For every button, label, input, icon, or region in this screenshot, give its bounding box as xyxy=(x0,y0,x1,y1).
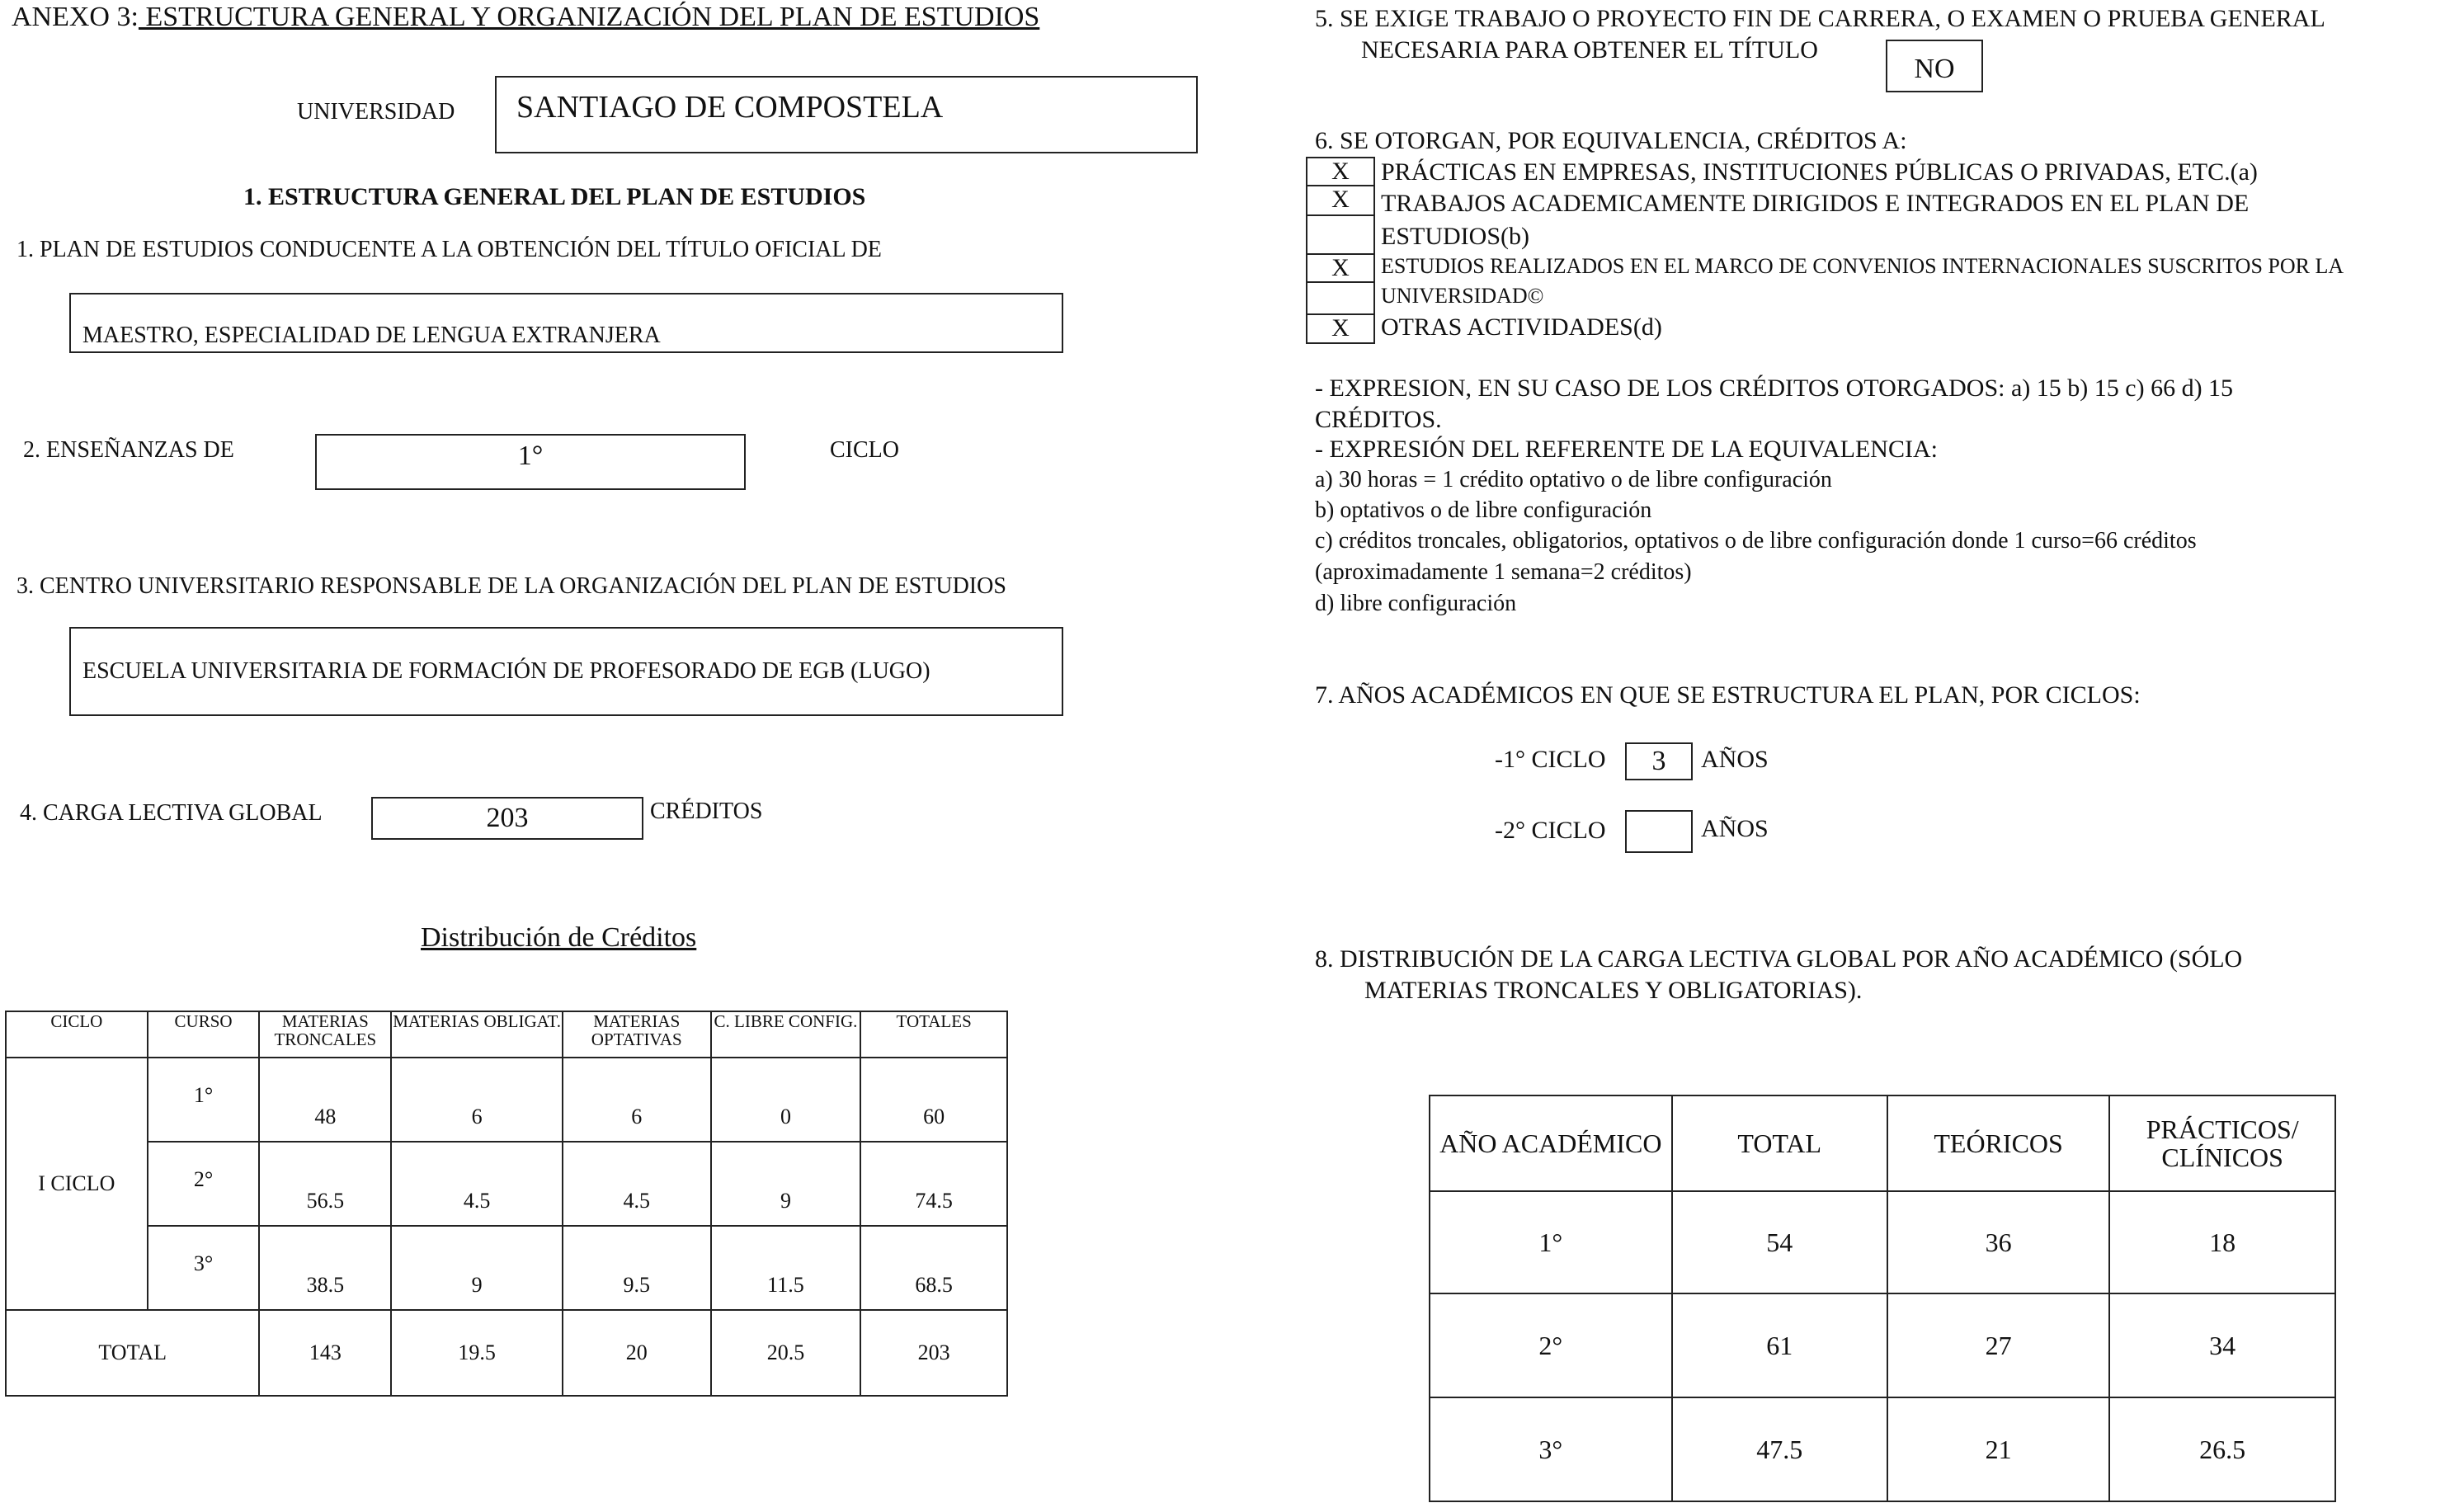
equivalence-c-2: (aproximadamente 1 semana=2 créditos) xyxy=(1315,559,1692,585)
totales-cell: 74.5 xyxy=(860,1142,1007,1226)
annex-prefix: ANEXO 3: xyxy=(12,2,139,32)
table-row xyxy=(6,1226,1007,1310)
credit-distribution-table xyxy=(5,1011,1008,1397)
global-load-field xyxy=(371,797,643,840)
checkbox-d[interactable] xyxy=(1306,313,1375,344)
table-row xyxy=(1430,1397,2335,1501)
optativas-cell: 6 xyxy=(563,1058,711,1142)
cycle2-years-unit: AÑOS xyxy=(1701,815,1769,842)
credits-expression: - EXPRESION, EN SU CASO DE LOS CRÉDITOS OTORGADOS: a) 15 b) 15 c) 66 d) 15 xyxy=(1315,375,2234,402)
total-libre-cell: 20.5 xyxy=(711,1310,861,1396)
option-a-text: PRÁCTICAS EN EMPRESAS, INSTITUCIONES PÚBLICAS O PRIVADAS, ETC.(a) xyxy=(1381,158,2258,186)
teoricos-cell: 36 xyxy=(1887,1191,2110,1293)
cycle1-years-field xyxy=(1625,742,1693,780)
total-cell: 54 xyxy=(1672,1191,1887,1293)
university-value: SANTIAGO DE COMPOSTELA xyxy=(516,90,944,125)
check-mark: X xyxy=(1331,254,1350,281)
cycle-field xyxy=(315,434,746,490)
obligat-cell: 6 xyxy=(391,1058,563,1142)
cycle1-years-value: 3 xyxy=(1651,746,1666,776)
curso-cell: 2° xyxy=(148,1142,260,1226)
credits-expression-2: CRÉDITOS. xyxy=(1315,406,1442,433)
checkbox-c[interactable] xyxy=(1306,253,1375,283)
table-total-row xyxy=(6,1310,1007,1396)
totales-cell: 68.5 xyxy=(860,1226,1007,1310)
global-load-value: 203 xyxy=(486,803,529,833)
degree-title-field xyxy=(69,293,1063,353)
option-b-text-2: ESTUDIOS(b) xyxy=(1381,223,1529,250)
practicos-cell: 26.5 xyxy=(2109,1397,2335,1501)
table-row xyxy=(1430,1293,2335,1397)
item2-suffix: CICLO xyxy=(830,437,899,463)
section5-line1: 5. SE EXIGE TRABAJO O PROYECTO FIN DE CARRERA, O EXAMEN O PRUEBA GENERAL xyxy=(1315,5,2325,32)
troncales-cell: 48 xyxy=(259,1058,391,1142)
header-cell: C. LIBRE CONFIG. xyxy=(711,1011,861,1058)
cycle1-years-unit: AÑOS xyxy=(1701,746,1769,773)
final-project-value: NO xyxy=(1914,54,1955,84)
section7-title: 7. AÑOS ACADÉMICOS EN QUE SE ESTRUCTURA EL PLAN, POR CICLOS: xyxy=(1315,681,2141,709)
option-c-text: ESTUDIOS REALIZADOS EN EL MARCO DE CONVENIOS INTERNACIONALES SUSCRITOS POR LA xyxy=(1381,254,2344,278)
troncales-cell: 56.5 xyxy=(259,1142,391,1226)
section1-title: 1. ESTRUCTURA GENERAL DEL PLAN DE ESTUDIOS xyxy=(243,183,866,210)
section6-title: 6. SE OTORGAN, POR EQUIVALENCIA, CRÉDITOS A: xyxy=(1315,127,1907,154)
distribution-title: Distribución de Créditos xyxy=(421,922,697,953)
total-optativas-cell: 20 xyxy=(563,1310,711,1396)
header-cell xyxy=(2109,1095,2335,1191)
header-practicos: PRÁCTICOS/ xyxy=(2146,1114,2299,1144)
teoricos-cell: 21 xyxy=(1887,1397,2110,1501)
teoricos-cell: 27 xyxy=(1887,1293,2110,1397)
header-cell: CICLO xyxy=(6,1011,148,1058)
year-cell: 3° xyxy=(1430,1397,1672,1501)
header-cell: TOTALES xyxy=(860,1011,1007,1058)
section8-line1: 8. DISTRIBUCIÓN DE LA CARGA LECTIVA GLOBAL POR AÑO ACADÉMICO (SÓLO xyxy=(1315,945,2243,973)
header-cell: MATERIAS OPTATIVAS xyxy=(563,1011,711,1058)
total-totales-cell: 203 xyxy=(860,1310,1007,1396)
university-field xyxy=(495,76,1198,153)
final-project-field xyxy=(1886,40,1983,92)
cycle1-label: -1° CICLO xyxy=(1495,746,1606,773)
curso-cell: 3° xyxy=(148,1226,260,1310)
curso-cell: 1° xyxy=(148,1058,260,1142)
table-header-row xyxy=(1430,1095,2335,1191)
total-label-cell: TOTAL xyxy=(6,1310,259,1396)
cycle2-years-field xyxy=(1625,810,1693,853)
year-cell: 2° xyxy=(1430,1293,1672,1397)
optativas-cell: 4.5 xyxy=(563,1142,711,1226)
libre-cell: 11.5 xyxy=(711,1226,861,1310)
header-cell: MATERIAS OBLIGAT. xyxy=(391,1011,563,1058)
obligat-cell: 9 xyxy=(391,1226,563,1310)
checkbox-b[interactable] xyxy=(1306,186,1375,216)
option-d-text: OTRAS ACTIVIDADES(d) xyxy=(1381,313,1662,341)
obligat-cell: 4.5 xyxy=(391,1142,563,1226)
item4-suffix: CRÉDITOS xyxy=(650,799,763,824)
equivalence-c: c) créditos troncales, obligatorios, optativos o de libre configuración donde 1 curso=66 créditos xyxy=(1315,528,2197,554)
equivalence-a: a) 30 horas = 1 crédito optativo o de libre configuración xyxy=(1315,467,1832,492)
total-cell: 47.5 xyxy=(1672,1397,1887,1501)
practicos-cell: 34 xyxy=(2109,1293,2335,1397)
equivalence-b: b) optativos o de libre configuración xyxy=(1315,497,1652,523)
table-row xyxy=(6,1142,1007,1226)
item2-label: 2. ENSEÑANZAS DE xyxy=(23,437,234,463)
optativas-cell: 9.5 xyxy=(563,1226,711,1310)
degree-title-value: MAESTRO, ESPECIALIDAD DE LENGUA EXTRANJERA xyxy=(82,323,661,348)
libre-cell: 0 xyxy=(711,1058,861,1142)
header-cell: AÑO ACADÉMICO xyxy=(1430,1095,1672,1191)
item3-label: 3. CENTRO UNIVERSITARIO RESPONSABLE DE LA ORGANIZACIÓN DEL PLAN DE ESTUDIOS xyxy=(16,573,1006,599)
total-obligat-cell: 19.5 xyxy=(391,1310,563,1396)
equivalence-d: d) libre configuración xyxy=(1315,591,1517,616)
troncales-cell: 38.5 xyxy=(259,1226,391,1310)
total-troncales-cell: 143 xyxy=(259,1310,391,1396)
annual-load-table xyxy=(1429,1095,2336,1502)
item4-label: 4. CARGA LECTIVA GLOBAL xyxy=(20,800,323,826)
year-cell: 1° xyxy=(1430,1191,1672,1293)
header-cell: TEÓRICOS xyxy=(1887,1095,2110,1191)
checkbox-a[interactable] xyxy=(1306,157,1375,186)
annex-title: ESTRUCTURA GENERAL Y ORGANIZACIÓN DEL PLAN DE ESTUDIOS xyxy=(138,2,1040,32)
cycle-cell: I CICLO xyxy=(6,1058,148,1310)
header-cell: MATERIAS TRONCALES xyxy=(259,1011,391,1058)
equivalence-title: - EXPRESIÓN DEL REFERENTE DE LA EQUIVALENCIA: xyxy=(1315,436,1938,463)
totales-cell: 60 xyxy=(860,1058,1007,1142)
header-clinicos: CLÍNICOS xyxy=(2161,1143,2283,1172)
check-mark: X xyxy=(1331,186,1350,213)
option-b-text: TRABAJOS ACADEMICAMENTE DIRIGIDOS E INTEGRADOS EN EL PLAN DE xyxy=(1381,190,2250,217)
university-label: UNIVERSIDAD xyxy=(297,99,455,125)
table-row xyxy=(6,1058,1007,1142)
table-header-row xyxy=(6,1011,1007,1058)
item1-label: 1. PLAN DE ESTUDIOS CONDUCENTE A LA OBTENCIÓN DEL TÍTULO OFICIAL DE xyxy=(16,237,882,262)
table-row xyxy=(1430,1191,2335,1293)
check-mark: X xyxy=(1331,158,1350,185)
section8-line2: MATERIAS TRONCALES Y OBLIGATORIAS). xyxy=(1364,977,1863,1004)
check-mark: X xyxy=(1331,314,1350,342)
cycle-value: 1° xyxy=(517,441,544,471)
cycle2-label: -2° CICLO xyxy=(1495,817,1606,844)
option-c-text-2: UNIVERSIDAD© xyxy=(1381,284,1544,308)
practicos-cell: 18 xyxy=(2109,1191,2335,1293)
section5-line2: NECESARIA PARA OBTENER EL TÍTULO xyxy=(1361,36,1818,64)
header-cell: TOTAL xyxy=(1672,1095,1887,1191)
libre-cell: 9 xyxy=(711,1142,861,1226)
total-cell: 61 xyxy=(1672,1293,1887,1397)
center-field xyxy=(69,627,1063,716)
header-cell: CURSO xyxy=(148,1011,260,1058)
center-value: ESCUELA UNIVERSITARIA DE FORMACIÓN DE PROFESORADO DE EGB (LUGO) xyxy=(82,658,930,684)
annex-header xyxy=(12,2,1039,33)
